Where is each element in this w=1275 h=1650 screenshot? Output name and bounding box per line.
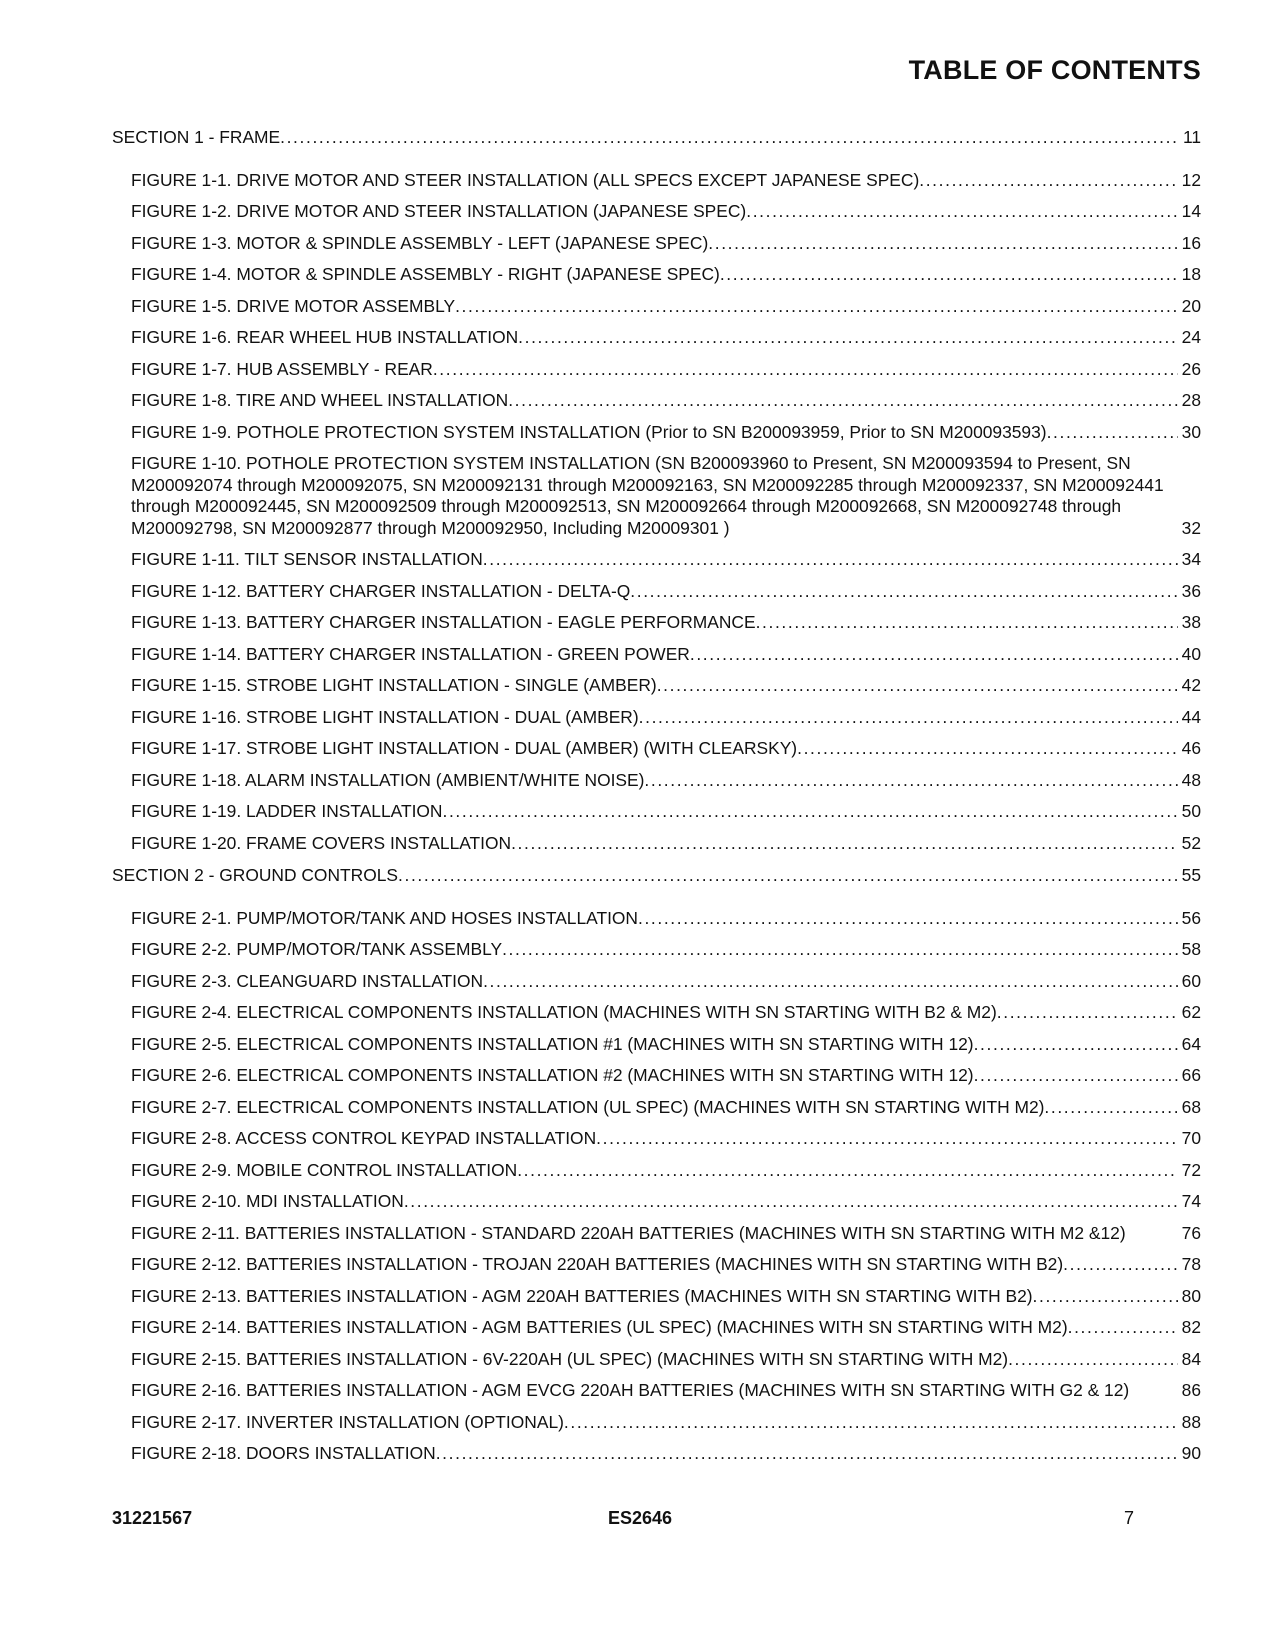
toc-figure-1-6[interactable]	[112, 327, 1201, 349]
dot-leader	[1047, 422, 1178, 444]
toc-figure-1-13[interactable]	[112, 612, 1201, 634]
dot-leader	[280, 127, 1179, 149]
toc-figure-2-4[interactable]	[112, 1002, 1201, 1024]
toc-section-2[interactable]	[112, 865, 1201, 887]
toc-figure-2-5[interactable]	[112, 1034, 1201, 1056]
toc-entry-page: 86	[1181, 1380, 1201, 1400]
dot-leader	[511, 833, 1178, 855]
toc-figure-1-18[interactable]	[112, 770, 1201, 792]
toc-entry-page: 66	[1181, 1065, 1201, 1085]
toc-entry-page: 82	[1181, 1317, 1201, 1337]
toc-entry-label: FIGURE 2-7. ELECTRICAL COMPONENTS INSTALLATION (UL SPEC) (MACHINES WITH SN STARTING WITH M2)	[131, 1096, 1045, 1117]
toc-figure-2-6[interactable]	[112, 1065, 1201, 1087]
toc-entry-label: FIGURE 1-12. BATTERY CHARGER INSTALLATION - DELTA-Q	[131, 580, 631, 601]
toc-figure-2-17[interactable]	[112, 1412, 1201, 1434]
dot-leader	[1063, 1254, 1178, 1276]
toc-figure-1-3[interactable]	[112, 233, 1201, 255]
toc-entry-label: FIGURE 2-3. CLEANGUARD INSTALLATION	[131, 970, 484, 991]
toc-entry-label: FIGURE 2-4. ELECTRICAL COMPONENTS INSTALLATION (MACHINES WITH SN STARTING WITH B2 & M2)	[131, 1002, 997, 1022]
dot-leader	[657, 675, 1178, 697]
toc-figure-2-11[interactable]	[112, 1223, 1201, 1245]
toc-figure-1-2[interactable]	[112, 201, 1201, 223]
dot-leader	[436, 1443, 1178, 1465]
toc-entry-page: 20	[1181, 295, 1201, 316]
toc-figure-2-16[interactable]	[112, 1380, 1201, 1402]
toc-figure-2-18[interactable]	[112, 1443, 1201, 1465]
dot-leader	[517, 1160, 1177, 1182]
toc-entry-page: 44	[1181, 706, 1201, 727]
toc-entry-label: FIGURE 2-6. ELECTRICAL COMPONENTS INSTALLATION #2 (MACHINES WITH SN STARTING WITH 12)	[131, 1065, 974, 1085]
toc-entry-page: 30	[1181, 421, 1201, 442]
toc-entry-page: 26	[1181, 358, 1201, 379]
toc-entry-label: FIGURE 1-11. TILT SENSOR INSTALLATION	[131, 549, 483, 569]
toc-figure-2-13[interactable]	[112, 1286, 1201, 1308]
toc-figure-2-8[interactable]	[112, 1128, 1201, 1150]
dot-leader	[639, 707, 1178, 729]
footer-model: ES2646	[608, 1508, 673, 1528]
page-title: TABLE OF CONTENTS	[908, 55, 1201, 85]
toc-entry-page: 72	[1181, 1159, 1201, 1180]
toc-figure-1-11[interactable]	[112, 549, 1201, 571]
dot-leader	[433, 359, 1178, 381]
toc-entry-label: FIGURE 2-11. BATTERIES INSTALLATION - STANDARD 220AH BATTERIES (MACHINES WITH SN STARTING WITH M2 &12)	[131, 1222, 1126, 1243]
toc-entry-label: FIGURE 2-5. ELECTRICAL COMPONENTS INSTALLATION #1 (MACHINES WITH SN STARTING WITH 12)	[131, 1033, 974, 1054]
toc-entry-label: FIGURE 1-19. LADDER INSTALLATION	[131, 801, 443, 821]
toc-entry-page: 28	[1181, 390, 1201, 410]
toc-entry-label: FIGURE 1-17. STROBE LIGHT INSTALLATION - DUAL (AMBER) (WITH CLEARSKY)	[131, 738, 798, 758]
toc-entry-page: 38	[1181, 612, 1201, 632]
toc-entry-page: 36	[1181, 580, 1201, 601]
footer-page-number: 7	[1123, 1508, 1134, 1528]
dot-leader	[974, 1065, 1178, 1087]
toc-entry-label: FIGURE 2-18. DOORS INSTALLATION	[131, 1443, 436, 1463]
toc-figure-2-10[interactable]	[112, 1191, 1201, 1213]
dot-leader	[919, 170, 1177, 192]
toc-entry-page: 84	[1181, 1348, 1201, 1369]
toc-figure-1-14[interactable]	[112, 644, 1201, 666]
dot-leader	[644, 770, 1177, 792]
dot-leader	[483, 549, 1178, 571]
toc-figure-1-7[interactable]	[112, 359, 1201, 381]
toc-entry-label: FIGURE 2-10. MDI INSTALLATION	[131, 1191, 404, 1211]
toc-entry-label: SECTION 1 - FRAME	[112, 127, 281, 147]
toc-figure-1-10[interactable]	[112, 453, 1201, 539]
toc-entry-label: FIGURE 2-9. MOBILE CONTROL INSTALLATION	[131, 1159, 518, 1180]
toc-entry-label: FIGURE 2-12. BATTERIES INSTALLATION - TROJAN 220AH BATTERIES (MACHINES WITH SN STARTING WITH B2)	[131, 1254, 1064, 1274]
dot-leader	[1068, 1317, 1178, 1339]
toc-entry-page: 52	[1181, 832, 1201, 853]
dot-leader	[483, 971, 1178, 993]
toc-entry-label: FIGURE 2-1. PUMP/MOTOR/TANK AND HOSES INSTALLATION	[131, 907, 638, 928]
toc-entry-label: FIGURE 1-10. POTHOLE PROTECTION SYSTEM INSTALLATION (SN B200093960 to Present, SN M200093594 to Present, SN M200092074 through M200092075, SN M200092131 through M200092163, SN M200092285 through M200092337, SN M200092441 through M200092445, SN M200092509 through M200092513, SN M200092664 through M200092668, SN M200092748 through M200092798, SN M200092877 through M200092950, Including M20009301 )	[131, 453, 1164, 538]
dot-leader	[708, 233, 1177, 255]
toc-figure-1-19[interactable]	[112, 801, 1201, 823]
toc-figure-2-12[interactable]	[112, 1254, 1201, 1276]
toc-entry-label: FIGURE 1-7. HUB ASSEMBLY - REAR	[131, 358, 433, 379]
dot-leader	[997, 1002, 1178, 1024]
toc-figure-1-16[interactable]	[112, 707, 1201, 729]
toc-figure-2-1[interactable]	[112, 908, 1201, 930]
toc-entry-label: FIGURE 1-14. BATTERY CHARGER INSTALLATION - GREEN POWER	[131, 643, 690, 664]
dot-leader	[756, 612, 1178, 634]
toc-entry-label: FIGURE 1-5. DRIVE MOTOR ASSEMBLY	[131, 295, 456, 316]
toc-entry-page: 12	[1181, 169, 1201, 190]
toc-entry-label: FIGURE 2-8. ACCESS CONTROL KEYPAD INSTALLATION	[131, 1128, 597, 1148]
toc-figure-1-8[interactable]	[112, 390, 1201, 412]
toc-entry-page: 88	[1181, 1411, 1201, 1432]
toc-entry-page: 68	[1181, 1096, 1201, 1117]
footer-doc-number: 31221567	[112, 1508, 193, 1528]
toc-entry-page: 24	[1181, 327, 1201, 347]
toc-entry-page: 80	[1181, 1285, 1201, 1306]
toc-entry-page: 46	[1181, 738, 1201, 758]
dot-leader	[746, 201, 1177, 223]
dot-leader	[443, 801, 1178, 823]
toc-entry-page: 18	[1181, 264, 1201, 284]
toc-entry-label: FIGURE 1-3. MOTOR & SPINDLE ASSEMBLY - LEFT (JAPANESE SPEC)	[131, 232, 709, 253]
toc-figure-1-1[interactable]	[112, 170, 1201, 192]
toc-figure-1-4[interactable]	[112, 264, 1201, 286]
toc-entry-label: FIGURE 1-2. DRIVE MOTOR AND STEER INSTALLATION (JAPANESE SPEC)	[131, 201, 747, 221]
dot-leader	[1033, 1286, 1178, 1308]
toc-entry-page: 55	[1181, 865, 1201, 885]
toc-entry-label: FIGURE 2-16. BATTERIES INSTALLATION - AGM EVCG 220AH BATTERIES (MACHINES WITH SN STARTING WITH G2 & 12)	[131, 1380, 1130, 1400]
toc-figure-1-12[interactable]	[112, 581, 1201, 603]
toc-entry-page: 14	[1181, 201, 1201, 221]
toc-entry-label: FIGURE 1-1. DRIVE MOTOR AND STEER INSTALLATION (ALL SPECS EXCEPT JAPANESE SPEC)	[131, 169, 920, 190]
table-of-contents	[112, 127, 1201, 1475]
toc-entry-label: FIGURE 1-6. REAR WHEEL HUB INSTALLATION	[131, 327, 519, 347]
toc-figure-1-20[interactable]	[112, 833, 1201, 855]
toc-entry-label: FIGURE 2-2. PUMP/MOTOR/TANK ASSEMBLY	[131, 939, 503, 959]
toc-figure-1-15[interactable]	[112, 675, 1201, 697]
dot-leader	[1008, 1349, 1178, 1371]
toc-entry-page: 58	[1181, 939, 1201, 959]
toc-entry-page: 74	[1181, 1191, 1201, 1211]
toc-entry-label: FIGURE 2-13. BATTERIES INSTALLATION - AGM 220AH BATTERIES (MACHINES WITH SN STARTING WITH B2)	[131, 1285, 1033, 1306]
toc-entry-page: 16	[1181, 232, 1201, 253]
toc-figure-2-15[interactable]	[112, 1349, 1201, 1371]
toc-figure-2-14[interactable]	[112, 1317, 1201, 1339]
toc-entry-page: 48	[1181, 769, 1201, 790]
toc-entry-page: 76	[1181, 1222, 1201, 1243]
toc-entry-label: FIGURE 1-13. BATTERY CHARGER INSTALLATION - EAGLE PERFORMANCE	[131, 612, 756, 632]
toc-entry-label: FIGURE 1-15. STROBE LIGHT INSTALLATION - SINGLE (AMBER)	[131, 675, 657, 695]
toc-entry-page: 90	[1181, 1443, 1201, 1463]
toc-entry-page: 64	[1181, 1033, 1201, 1054]
dot-leader	[502, 939, 1178, 961]
toc-figure-2-3[interactable]	[112, 971, 1201, 993]
toc-figure-2-9[interactable]	[112, 1160, 1201, 1182]
toc-entry-page: 32	[1181, 517, 1201, 538]
toc-figure-1-17[interactable]	[112, 738, 1201, 760]
dot-leader	[404, 1191, 1178, 1213]
toc-figure-2-7[interactable]	[112, 1097, 1201, 1119]
dot-leader	[455, 296, 1178, 318]
dot-leader	[638, 908, 1178, 930]
toc-entry-label: FIGURE 2-14. BATTERIES INSTALLATION - AGM BATTERIES (UL SPEC) (MACHINES WITH SN STARTING WITH M2)	[131, 1317, 1068, 1337]
toc-entry-label: FIGURE 2-15. BATTERIES INSTALLATION - 6V-220AH (UL SPEC) (MACHINES WITH SN STARTING WITH M2)	[131, 1348, 1009, 1369]
dot-leader	[630, 581, 1177, 603]
toc-entry-page: 34	[1181, 549, 1201, 569]
dot-leader	[797, 738, 1178, 760]
toc-entry-page: 40	[1181, 643, 1201, 664]
dot-leader	[518, 327, 1177, 349]
toc-entry-page: 11	[1182, 127, 1201, 147]
toc-figure-2-2[interactable]	[112, 939, 1201, 961]
toc-entry-label: FIGURE 1-9. POTHOLE PROTECTION SYSTEM INSTALLATION (Prior to SN B200093959, Prior to SN M200093593)	[131, 421, 1047, 442]
dot-leader	[398, 865, 1178, 887]
dot-leader	[596, 1128, 1178, 1150]
dot-leader	[974, 1034, 1178, 1056]
dot-leader	[564, 1412, 1178, 1434]
toc-entry-label: FIGURE 1-18. ALARM INSTALLATION (AMBIENT/WHITE NOISE)	[131, 769, 645, 790]
toc-entry-label: FIGURE 1-16. STROBE LIGHT INSTALLATION - DUAL (AMBER)	[131, 706, 639, 727]
dot-leader	[690, 644, 1178, 666]
toc-figure-1-9[interactable]	[112, 422, 1201, 444]
dot-leader	[720, 264, 1178, 286]
toc-entry-label: FIGURE 1-4. MOTOR & SPINDLE ASSEMBLY - RIGHT (JAPANESE SPEC)	[131, 264, 720, 284]
dot-leader	[1044, 1097, 1177, 1119]
dot-leader	[508, 390, 1177, 412]
toc-entry-page: 42	[1181, 675, 1201, 695]
toc-figure-1-5[interactable]	[112, 296, 1201, 318]
toc-entry-page: 50	[1181, 801, 1201, 821]
toc-entry-page: 60	[1181, 970, 1201, 991]
toc-entry-page: 70	[1181, 1128, 1201, 1148]
toc-entry-label: FIGURE 2-17. INVERTER INSTALLATION (OPTIONAL)	[131, 1411, 564, 1432]
toc-entry-page: 62	[1181, 1002, 1201, 1022]
toc-entry-label: FIGURE 1-20. FRAME COVERS INSTALLATION	[131, 832, 512, 853]
toc-entry-label: FIGURE 1-8. TIRE AND WHEEL INSTALLATION	[131, 390, 509, 410]
toc-entry-page: 78	[1181, 1254, 1201, 1274]
toc-entry-page: 56	[1181, 907, 1201, 928]
toc-entry-label: SECTION 2 - GROUND CONTROLS	[112, 865, 399, 885]
toc-section-1[interactable]	[112, 127, 1201, 149]
